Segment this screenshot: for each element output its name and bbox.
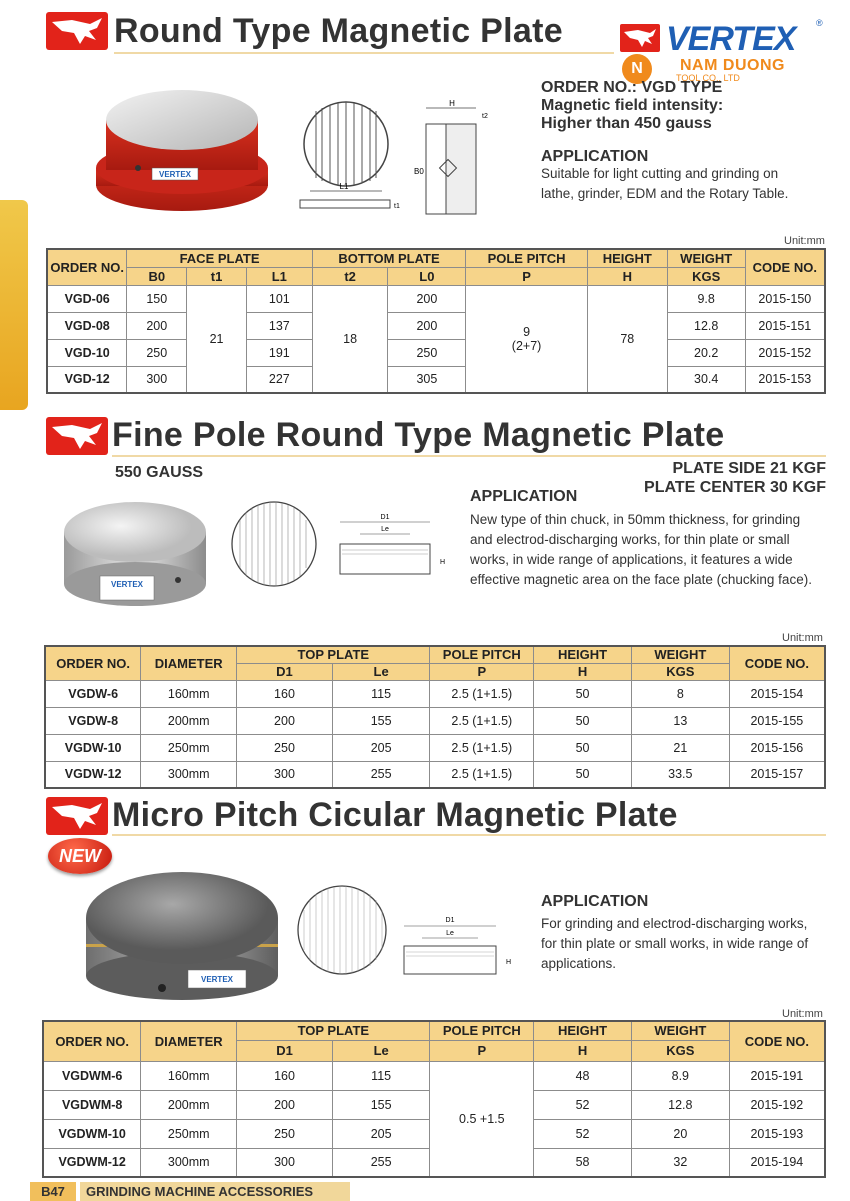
shared-height: 78 — [587, 285, 667, 393]
col-l0: L0 — [388, 267, 466, 285]
col-code-no: CODE NO. — [729, 646, 825, 680]
section-title: Round Type Magnetic Plate — [114, 12, 563, 50]
plate-center-force: PLATE CENTER 30 KGF — [644, 479, 826, 496]
col-pole-pitch: POLE PITCH — [430, 1021, 534, 1040]
table-row: VGDWM-10 250mm 250 205 52 20 2015-193 — [43, 1119, 825, 1148]
dim-d1-label: D1 — [380, 514, 390, 521]
dim-b0-label: B0 — [414, 167, 424, 176]
page-number: B47 — [30, 1182, 76, 1201]
dim-h-label: H — [449, 99, 455, 108]
application-text: New type of thin chuck, in 50mm thickness, for grinding and electrod-discharging works, for thin plate or small works, in wide range of applications, it features a wide effective magnetic area on the face plate (chucking face). — [470, 512, 812, 587]
vgdwm-spec-table — [42, 1020, 826, 1178]
field-intensity-label: Magnetic field intensity: — [541, 97, 724, 114]
col-top-plate: TOP PLATE — [237, 646, 430, 663]
col-t2: t2 — [312, 267, 388, 285]
eagle-icon — [46, 12, 108, 50]
side-tab-decoration — [0, 200, 28, 410]
table-row: VGD-08 200 137 200 12.8 2015-151 — [47, 312, 825, 339]
col-p: P — [430, 663, 534, 680]
title-rule — [112, 834, 826, 836]
col-order-no: ORDER NO. — [45, 646, 141, 680]
col-kgs: KGS — [631, 1040, 729, 1061]
col-p: P — [466, 267, 588, 285]
vgdw-spec-table — [44, 645, 826, 789]
round-magnetic-plate-photo — [92, 80, 272, 220]
new-badge: NEW — [48, 838, 112, 874]
dim-t2-label: t2 — [482, 113, 488, 120]
table-row: VGDW-12 300mm 300 255 2.5 (1+1.5) 50 33.5 2015-157 — [45, 761, 825, 788]
col-height: HEIGHT — [534, 1021, 632, 1040]
gauss-label: 550 GAUSS — [115, 464, 204, 481]
vgd-spec-table — [46, 248, 826, 394]
unit-label: Unit:mm — [784, 235, 825, 247]
col-d1: D1 — [237, 663, 333, 680]
application-text: Suitable for light cutting and grinding on lathe, grinder, EDM and the Rotary Table. — [541, 166, 789, 201]
table-row: VGDWM-12 300mm 300 255 58 32 2015-194 — [43, 1148, 825, 1177]
field-intensity-value: Higher than 450 gauss — [541, 115, 712, 132]
title-rule — [112, 455, 826, 457]
dim-l1-label: L1 — [339, 182, 349, 191]
col-diameter: DIAMETER — [141, 646, 237, 680]
col-face-plate: FACE PLATE — [127, 249, 312, 267]
order-type-heading: ORDER NO.: VGD TYPE — [541, 79, 723, 96]
unit-label: Unit:mm — [782, 632, 823, 644]
table-row: VGD-12 300 227 305 30.4 2015-153 — [47, 366, 825, 393]
section-title: Micro Pitch Cicular Magnetic Plate — [112, 796, 678, 834]
registered-mark: ® — [816, 18, 823, 28]
table-row: VGDW-8 200mm 200 155 2.5 (1+1.5) 50 13 2015-155 — [45, 707, 825, 734]
vertex-wordmark: VERTEX — [666, 20, 796, 58]
application-text: For grinding and electrod-discharging works, for thin plate or small works, in wide range of applications. — [541, 916, 809, 971]
col-kgs: KGS — [631, 663, 729, 680]
application-heading: APPLICATION — [541, 893, 649, 910]
dim-t1-label: t1 — [394, 203, 400, 210]
photo-label: VERTEX — [200, 975, 234, 984]
application-heading: APPLICATION — [541, 148, 649, 165]
col-order-no: ORDER NO. — [47, 249, 127, 285]
dealer-logo-icon: N — [622, 54, 652, 84]
col-d1: D1 — [237, 1040, 333, 1061]
table-row: VGDWM-8 200mm 200 155 52 12.8 2015-192 — [43, 1090, 825, 1119]
dealer-name: NAM DUONG — [680, 57, 785, 74]
dim-le-label: Le — [446, 930, 454, 937]
fine-pole-diagram — [230, 500, 450, 590]
photo-label: VERTEX — [158, 170, 192, 179]
round-plate-diagram — [296, 96, 506, 216]
dealer-subtitle: TOOL CO., LTD — [676, 73, 740, 83]
col-h: H — [534, 1040, 632, 1061]
col-code-no: CODE NO. — [745, 249, 825, 285]
col-h: H — [587, 267, 667, 285]
table-row: VGDW-6 160mm 160 115 2.5 (1+1.5) 50 8 2015-154 — [45, 680, 825, 707]
micro-pitch-diagram — [296, 880, 526, 980]
col-code-no: CODE NO. — [729, 1021, 825, 1061]
table-row: VGDWM-6 160mm 160 115 0.5 +1.5 48 8.9 2015-191 — [43, 1061, 825, 1090]
col-le: Le — [332, 663, 430, 680]
shared-pitch: 0.5 +1.5 — [430, 1061, 534, 1177]
col-weight: WEIGHT — [631, 1021, 729, 1040]
col-pole-pitch: POLE PITCH — [430, 646, 534, 663]
plate-side-force: PLATE SIDE 21 KGF — [672, 460, 826, 477]
eagle-icon — [46, 417, 108, 455]
col-t1: t1 — [187, 267, 247, 285]
application-heading: APPLICATION — [470, 488, 578, 505]
col-height: HEIGHT — [534, 646, 632, 663]
eagle-icon — [46, 797, 108, 835]
col-h: H — [534, 663, 632, 680]
table-row: VGD-06 150 21 101 18 200 9 (2+7) 78 9.8 2015-150 — [47, 285, 825, 312]
photo-label: VERTEX — [110, 580, 144, 589]
title-rule — [114, 52, 614, 54]
fine-pole-plate-photo — [60, 492, 210, 612]
unit-label: Unit:mm — [782, 1008, 823, 1020]
col-pole-pitch: POLE PITCH — [466, 249, 588, 267]
col-bottom-plate: BOTTOM PLATE — [312, 249, 466, 267]
col-diameter: DIAMETER — [141, 1021, 237, 1061]
shared-t2: 18 — [312, 285, 388, 393]
col-kgs: KGS — [667, 267, 745, 285]
eagle-icon — [620, 24, 660, 52]
col-weight: WEIGHT — [667, 249, 745, 267]
table-row: VGD-10 250 191 250 20.2 2015-152 — [47, 339, 825, 366]
footer-category: GRINDING MACHINE ACCESSORIES — [80, 1182, 350, 1201]
col-weight: WEIGHT — [631, 646, 729, 663]
col-top-plate: TOP PLATE — [237, 1021, 430, 1040]
shared-t1: 21 — [187, 285, 247, 393]
dim-h-label: H — [440, 559, 446, 566]
col-height: HEIGHT — [587, 249, 667, 267]
col-order-no: ORDER NO. — [43, 1021, 141, 1061]
col-b0: B0 — [127, 267, 187, 285]
dim-le-label: Le — [381, 526, 389, 533]
table-row: VGDW-10 250mm 250 205 2.5 (1+1.5) 50 21 2015-156 — [45, 734, 825, 761]
col-p: P — [430, 1040, 534, 1061]
section-title: Fine Pole Round Type Magnetic Plate — [112, 416, 725, 454]
dim-h-label: H — [506, 959, 512, 966]
dim-d1-label: D1 — [445, 917, 455, 924]
col-le: Le — [332, 1040, 430, 1061]
col-l1: L1 — [246, 267, 312, 285]
micro-pitch-plate-photo — [82, 864, 282, 1004]
shared-pitch: 9 (2+7) — [466, 285, 588, 393]
